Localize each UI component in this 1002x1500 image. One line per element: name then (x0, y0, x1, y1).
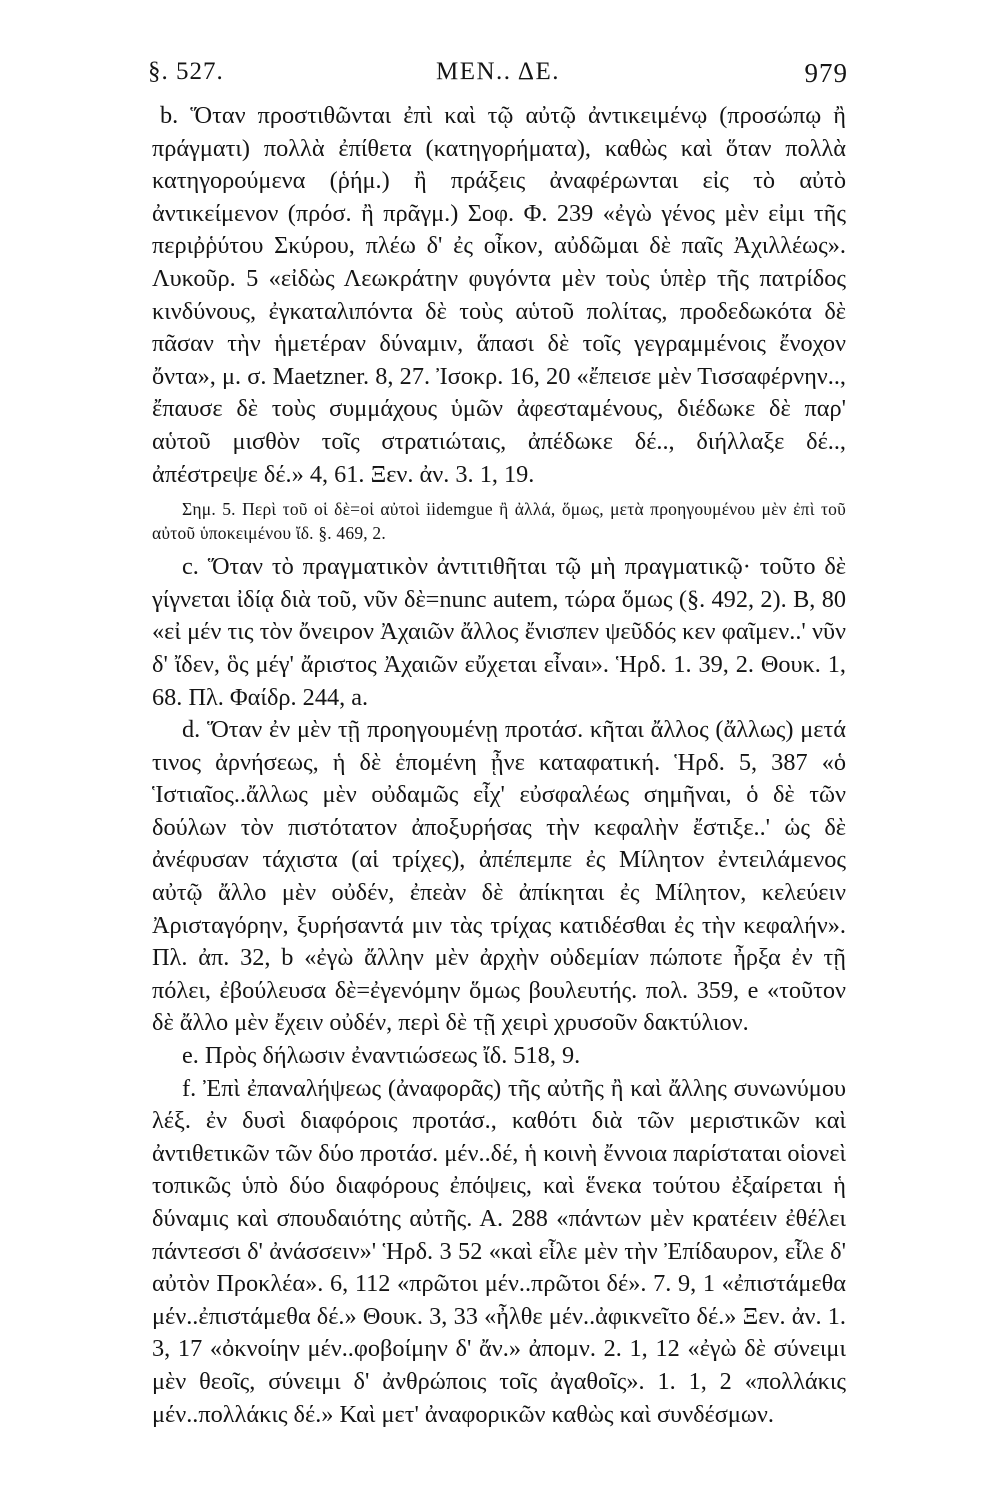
paragraph-e: e. Πρὸς δήλωσιν ἐναντιώσεως ἴδ. 518, 9. (182, 1042, 581, 1070)
footnote-remark: Σημ. 5. Περὶ τοῦ οἱ δὲ=οἱ αὐτοὶ iidemgue ἢ ἀλλά, ὅμως, μετὰ προηγουμένου μὲν ἐπὶ τοῦ αὐτοῦ ὑποκειμένου ἴδ. §. 469, 2. (152, 499, 846, 544)
paragraph-d: d. Ὅταν ἐν μὲν τῇ προηγουμένῃ προτάσ. κῆται ἄλλος (ἄλλως) μετά τινος ἀρνήσεως, ἡ δὲ ἑπομένη ᾖνε καταφατική. Ἡρδ. 5, 387 «ὁ Ἱστιαῖος..ἄλλως μὲν οὐδαμῶς εἶχ' εὐσφαλέως σημῆναι, ὁ δὲ τῶν δούλων τὸν πιστότατον ἀποξυρήσας τὴν κεφαλὴν ἔστιξε..' ὡς δὲ ἀνέφυσαν τάχιστα (αἱ τρίχες), ἀπέπεμπε ἐς Μίλητον ἐντειλάμενος αὐτῷ ἄλλο μὲν οὐδέν, ἐπεὰν δὲ ἀπίκηται ἐς Μίλητον, κελεύειν Ἀρισταγόρην, ξυρήσαντά μιν τὰς τρίχας κατιδέσθαι ἐς τὴν κεφαλήν». Πλ. ἀπ. 32, b «ἐγὼ ἄλλην μὲν ἀρχὴν οὐδεμίαν πώποτε ἦρξα ἐν τῇ πόλει, ἐβούλευσα δὲ=ἐγενόμην ὅμως βουλευτής. πολ. 359, e «τοῦτον δὲ ἄλλο μὲν ἔχειν οὐδέν, περὶ δὲ τῇ χειρὶ χρυσοῦν δακτύλιον. (152, 716, 846, 1037)
running-title: ΜΕΝ.. ΔΕ. (435, 58, 561, 85)
paragraph-b: b. Ὅταν προστιθῶνται ἐπὶ καὶ τῷ αὐτῷ ἀντικειμένῳ (προσώπῳ ἢ πράγματι) πολλὰ ἐπίθετα (κατηγορήματα), καθὼς καὶ ὅταν πολλὰ κατηγορούμενα (ῥήμ.) ἢ πράξεις ἀναφέρωνται εἰς τὸ αὐτὸ ἀντικείμενον (πρόσ. ἢ πρᾶγμ.) Σοφ. Φ. 239 «ἐγὼ γένος μὲν εἰμι τῆς περιῤῥύτου Σκύρου, πλέω δ' ἐς οἶκον, αὐδῶμαι δὲ παῖς Ἀχιλλέως». Λυκοῦρ. 5 «εἰδὼς Λεωκράτην φυγόντα μὲν τοὺς ὑπὲρ τῆς πατρίδος κινδύνους, ἐγκαταλιπόντα δὲ τοὺς αὑτοῦ πολίτας, προδεδωκότα δὲ πᾶσαν τὴν ἡμετέραν δύναμιν, ἅπασι δὲ τοῖς γεγραμμένοις ἔνοχον ὄντα», μ. σ. Maetzner. 8, 27. Ἰσοκρ. 16, 20 «ἔπεισε μὲν Τισσαφέρνην.., ἔπαυσε δὲ τοὺς συμμάχους ὑμῶν ἀφεσταμένους, διέδωκε δὲ παρ' αὑτοῦ μισθὸν τοῖς στρατιώταις, ἀπέδωκε δέ.., διήλλαξε δέ.., ἀπέστρεψε δέ.» 4, 61. Ξεν. ἀν. 3. 1, 19. (152, 102, 846, 488)
paragraph-f: f. Ἐπὶ ἐπαναλήψεως (ἀναφορᾶς) τῆς αὐτῆς ἢ καὶ ἄλλης συνωνύμου λέξ. ἐν δυσὶ διαφόροις προτάσ., καθότι διὰ τῶν μεριστικῶν καὶ ἀντιθετικῶν τῶν δύο προτάσ. μέν..δέ, ἡ κοινὴ ἔννοια παρίσταται οἱονεὶ τοπικῶς ὑπὸ δύο διαφόρους ἐπόψεις, καὶ ἕνεκα τούτου ἐξαίρεται ἡ δύναμις καὶ σπουδαιότης αὐτῆς. Α. 288 «πάντων μὲν κρατέειν ἐθέλει πάντεσσι δ' ἀνάσσειν»' Ἡρδ. 3 52 «καὶ εἷλε μὲν τὴν Ἐπίδαυρον, εἷλε δ' αὐτὸν Προκλέα». 6, 112 «πρῶτοι μέν..πρῶτοι δέ». 7. 9, 1 «ἐπιστάμεθα μέν..ἐπιστάμεθα δέ.» Θουκ. 3, 33 «ἦλθε μέν..ἀφικνεῖτο δέ.» Ξεν. ἀν. 1. 3, 17 «ὀκνοίην μέν..φοβοίμην δ' ἄν.» ἀπομν. 2. 1, 12 «ἐγὼ δὲ σύνειμι μὲν θεοῖς, σύνειμι δ' ἀνθρώποις τοῖς ἀγαθοῖς». 1. 1, 2 «πολλάκις μέν..πολλάκις δέ.» Καὶ μετ' ἀναφορικῶν καθὼς καὶ συνδέσμων. (152, 1074, 846, 1428)
section-number: §. 527. (148, 58, 224, 85)
page-body (152, 100, 846, 1431)
page-number: 979 (804, 58, 848, 88)
paragraph-c: c. Ὅταν τὸ πραγματικὸν ἀντιτιθῆται τῷ μὴ πραγματικῷ· τοῦτο δὲ γίγνεται ἰδίᾳ διὰ τοῦ, νῦν δὲ=nunc autem, τώρα ὅμως (§. 492, 2). Β, 80 «εἰ μέν τις τὸν ὄνειρον Ἀχαιῶν ἄλλος ἔνισπεν ψεῦδός κεν φαῖμεν..' νῦν δ' ἴδεν, ὃς μέγ' ἄριστος Ἀχαιῶν εὔχεται εἶναι». Ἡρδ. 1. 39, 2. Θουκ. 1, 68. Πλ. Φαίδρ. 244, a. (152, 553, 846, 711)
running-header (148, 58, 848, 98)
